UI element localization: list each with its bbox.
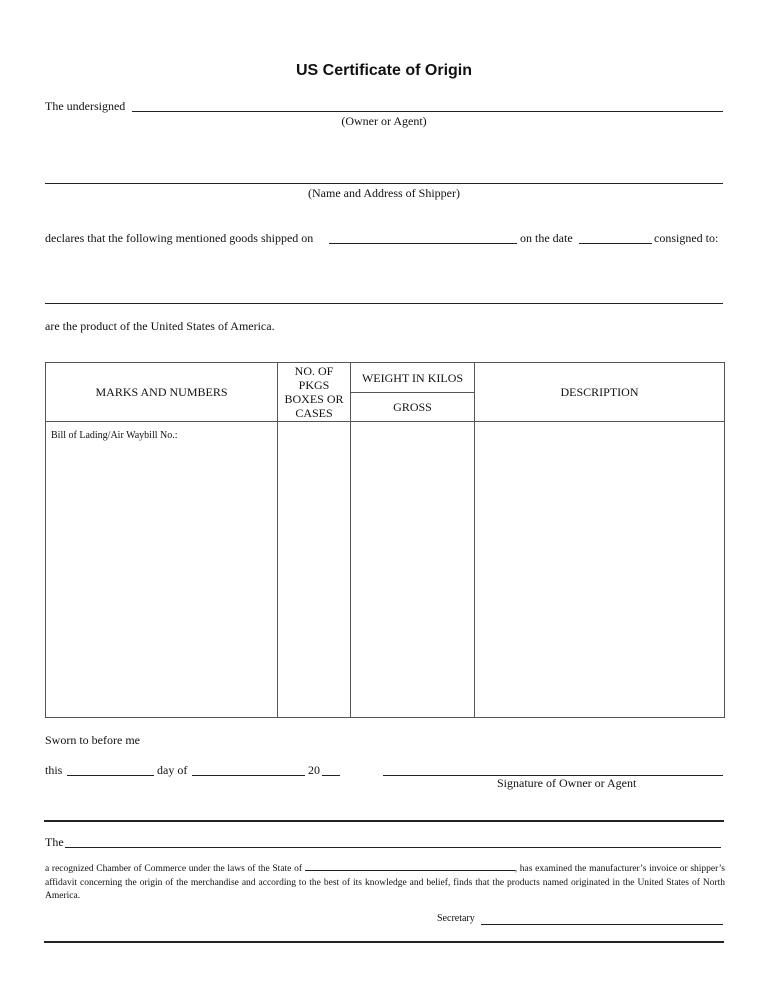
gross-cell[interactable] bbox=[351, 422, 475, 718]
page-title: US Certificate of Origin bbox=[295, 62, 473, 79]
year-field[interactable] bbox=[322, 775, 340, 776]
header-marks-and-numbers: MARKS AND NUMBERS bbox=[46, 363, 278, 422]
goods-table bbox=[45, 362, 725, 718]
chamber-text-a: a recognized Chamber of Commerce under the laws of the State of bbox=[45, 864, 303, 874]
shipped-on-field[interactable] bbox=[329, 243, 517, 244]
sworn-label: Sworn to before me bbox=[45, 733, 140, 747]
pkgs-cell[interactable] bbox=[278, 422, 351, 718]
shipper-caption: (Name and Address of Shipper) bbox=[308, 186, 460, 200]
date-field[interactable] bbox=[579, 243, 652, 244]
declaration-text-2: on the date bbox=[520, 231, 573, 245]
month-field[interactable] bbox=[192, 775, 305, 776]
chamber-paragraph bbox=[45, 861, 725, 904]
header-weight-in-kilos: WEIGHT IN KILOS bbox=[351, 363, 475, 393]
product-statement: are the product of the United States of America. bbox=[45, 319, 275, 333]
section-divider bbox=[44, 820, 724, 822]
header-no-of-pkgs: NO. OF PKGS BOXES OR CASES bbox=[278, 363, 351, 422]
day-field[interactable] bbox=[67, 775, 154, 776]
consignee-field[interactable] bbox=[45, 303, 723, 304]
shipper-name-address-field[interactable] bbox=[45, 183, 723, 184]
bill-of-lading-label: Bill of Lading/Air Waybill No.: bbox=[51, 430, 178, 441]
secretary-signature-field[interactable] bbox=[481, 924, 723, 925]
declaration-text-3: consigned to: bbox=[654, 231, 719, 245]
owner-or-agent-caption: (Owner or Agent) bbox=[341, 114, 427, 128]
bottom-divider bbox=[44, 941, 724, 943]
year-prefix: 20 bbox=[308, 763, 320, 777]
this-label: this bbox=[45, 763, 63, 777]
signature-caption: Signature of Owner or Agent bbox=[497, 776, 637, 790]
undersigned-label: The undersigned bbox=[45, 99, 126, 113]
header-gross: GROSS bbox=[351, 393, 475, 422]
description-cell[interactable] bbox=[475, 422, 725, 718]
state-field[interactable] bbox=[305, 861, 515, 871]
marks-cell[interactable] bbox=[46, 422, 278, 718]
declaration-text-1: declares that the following mentioned goods shipped on bbox=[45, 231, 314, 245]
table-row bbox=[46, 422, 725, 718]
chamber-text-b: , has examined the manufacturer’s invoice or shipper’s affidavit concerning the origin of the merchandise and according to the best of its knowledge and belief, finds that the products named originated in the United States of North America. bbox=[45, 864, 726, 901]
secretary-label: Secretary bbox=[437, 913, 475, 924]
chamber-name-field[interactable] bbox=[65, 847, 721, 848]
owner-or-agent-field[interactable] bbox=[132, 111, 723, 112]
the-label: The bbox=[45, 835, 64, 849]
header-description: DESCRIPTION bbox=[475, 363, 725, 422]
day-of-label: day of bbox=[157, 763, 188, 777]
